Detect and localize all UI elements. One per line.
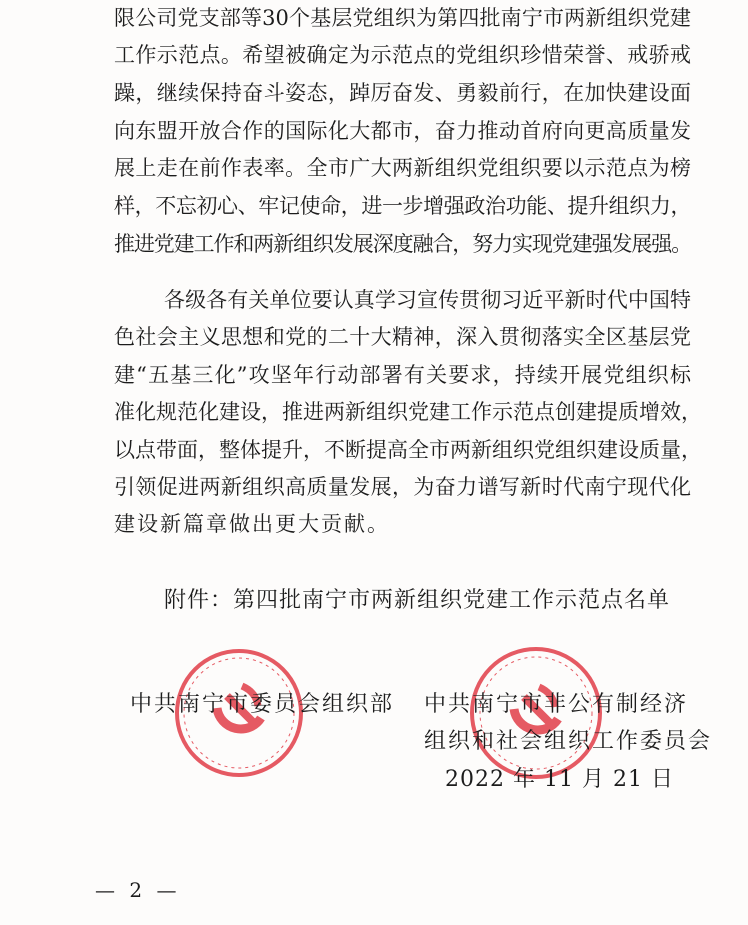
text-line: 建设新篇章做出更大贡献。 [114,512,390,536]
page-number: — 2 — [95,878,181,902]
text-line: 色社会主义思想和党的二十大精神，深入贯彻落实全区基层党 [114,325,691,349]
text-line: 工作示范点。希望被确定为示范点的党组织珍惜荣誉、戒骄戒 [114,43,691,67]
text-line: 各级各有关单位要认真学习宣传贯彻习近平新时代中国特 [164,288,691,312]
text-line: 以点带面，整体提升，不断提高全市两新组织党组织建设质量， [114,438,702,462]
text-line: 推进党建工作和两新组织发展深度融合，努力实现党建强发展强。 [114,232,691,256]
text-line: 展上走在前作表率。全市广大两新组织党组织要以示范点为榜 [114,156,691,180]
text-line: 引领促进两新组织高质量发展，为奋力谱写新时代南宁现代化 [114,475,691,499]
signature-committee-line1: 中共南宁市非公有制经济 [424,692,689,717]
text-line: 建“五基三化”攻坚年行动部署有关要求，持续开展党组织标 [114,363,691,387]
text-line: 准化规范化建设，推进两新组织党建工作示范点创建提质增效， [114,400,702,424]
signature-org-department: 中共南宁市委员会组织部 [130,692,395,717]
text-line: 向东盟开放合作的国际化大都市，奋力推动首府向更高质量发 [114,119,691,143]
attachment-line: 附件：第四批南宁市两新组织党建工作示范点名单 [164,588,671,613]
document-date: 2022 年 11 月 21 日 [445,767,674,792]
text-line: 样，不忘初心、牢记使命，进一步增强政治功能、提升组织力， [114,194,691,218]
text-line: 限公司党支部等30个基层党组织为第四批南宁市两新组织党建 [114,6,691,30]
signature-committee-line2: 组织和社会组织工作委员会 [424,729,713,754]
text-line: 躁，继续保持奋斗姿态，踔厉奋发、勇毅前行，在加快建设面 [114,81,691,105]
